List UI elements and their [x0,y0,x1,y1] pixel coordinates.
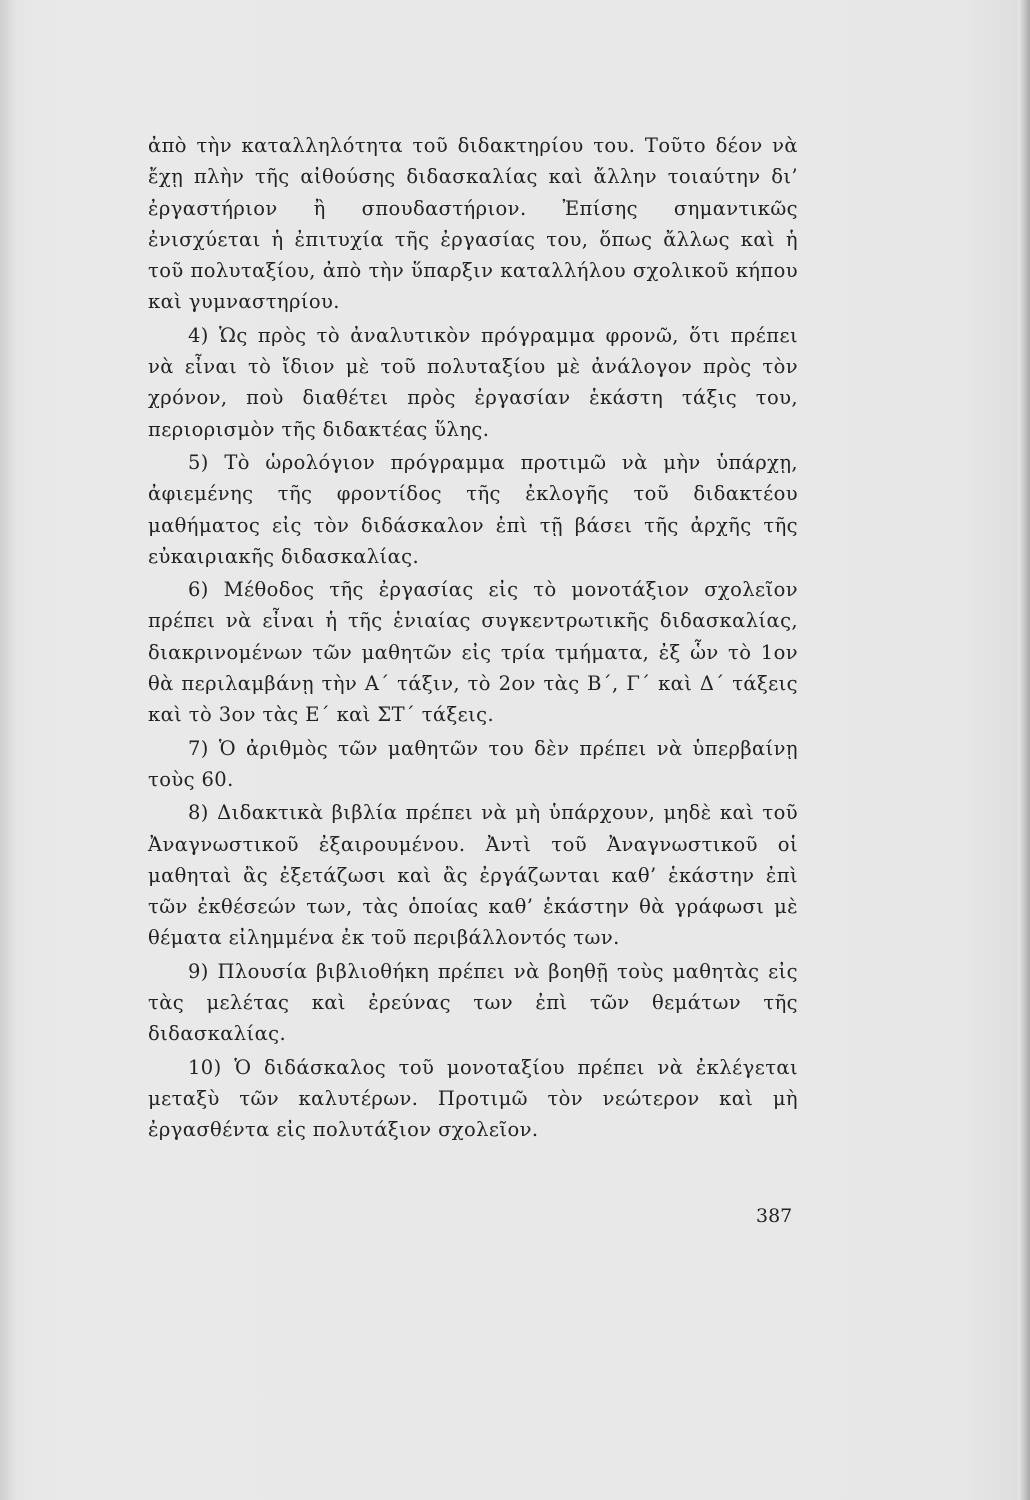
page-edge-shadow [1018,0,1030,1500]
paragraph-item-7: 7) Ὁ ἀριθμὸς τῶν μαθητῶν του δὲν πρέπει νὰ ὑπερβαίνῃ τοὺς 60. [148,736,798,791]
paragraph-item-5: 5) Τὸ ὡρολόγιον πρόγραμμα προτιμῶ νὰ μὴν ὑπάρχῃ, ἀφιεμένης τῆς φροντίδος τῆς ἐκλογῆς τοῦ διδακτέου μαθήματος εἰς τὸν διδάσκαλον ἐπὶ τῇ βάσει τῆς ἀρχῆς τῆς εὐκαιριακῆς διδασκαλίας. [148,450,798,568]
paragraph-item-8: 8) Διδακτικὰ βιβλία πρέπει νὰ μὴ ὑπάρχουν, μηδὲ καὶ τοῦ Ἀναγνωστικοῦ ἐξαιρουμένου. Ἀντὶ τοῦ Ἀναγνωστικοῦ οἱ μαθηταὶ ἂς ἐξετάζωσι καὶ ἂς ἐργάζωνται καθ’ ἑκάστην ἐπὶ τῶν ἐκθέσεών των, τὰς ὁποίας καθ’ ἑκάστην θὰ γράφωσι μὲ θέματα εἰλημμένα ἐκ τοῦ περιβάλλοντός των. [148,801,798,950]
paragraph-item-9: 9) Πλουσία βιβλιοθήκη πρέπει νὰ βοηθῇ τοὺς μαθητὰς εἰς τὰς μελέτας καὶ ἐρεύνας των ἐπὶ τῶν θεμάτων τῆς διδασκαλίας. [148,959,798,1046]
paragraph-continuation: ἀπὸ τὴν καταλληλότητα τοῦ διδακτηρίου του. Τοῦτο δέον νὰ ἔχῃ πλὴν τῆς αἰθούσης διδασκαλίας καὶ ἄλλην τοιαύτην δι’ ἐργαστήριον ἢ σπουδαστήριον. Ἐπίσης σημαντικῶς ἐνισχύεται ἡ ἐπιτυχία τῆς ἐργασίας του, ὅπως ἄλλως καὶ ἡ τοῦ πολυταξίου, ἀπὸ τὴν ὕπαρξιν καταλλήλου σχολικοῦ κήπου καὶ γυμναστηρίου. [148,134,798,314]
page-number: 387 [756,1205,793,1227]
body-text [148,130,798,1146]
paragraph-item-4: 4) Ὡς πρὸς τὸ ἀναλυτικὸν πρόγραμμα φρονῶ, ὅτι πρέπει νὰ εἶναι τὸ ἴδιον μὲ τοῦ πολυταξίου μὲ ἀνάλογον πρὸς τὸν χρόνον, ποὺ διαθέτει πρὸς ἐργασίαν ἑκάστη τάξις του, περιορισμὸν τῆς διδακτέας ὕλης. [148,323,798,441]
paragraph-item-10: 10) Ὁ διδάσκαλος τοῦ μονοταξίου πρέπει νὰ ἐκλέγεται μεταξὺ τῶν καλυτέρων. Προτιμῶ τὸν νεώτερον καὶ μὴ ἐργασθέντα εἰς πολυτάξιον σχολεῖον. [148,1055,798,1142]
paragraph-item-6: 6) Μέθοδος τῆς ἐργασίας εἰς τὸ μονοτάξιον σχολεῖον πρέπει νὰ εἶναι ἡ τῆς ἑνιαίας συγκεντρωτικῆς διδασκαλίας, διακρινομένων τῶν μαθητῶν εἰς τρία τμήματα, ἐξ ὧν τὸ 1ον θὰ περιλαμβάνῃ τὴν Α΄ τάξιν, τὸ 2ον τὰς Β΄, Γ΄ καὶ Δ΄ τάξεις καὶ τὸ 3ον τὰς Ε΄ καὶ ΣΤ΄ τάξεις. [148,578,798,727]
